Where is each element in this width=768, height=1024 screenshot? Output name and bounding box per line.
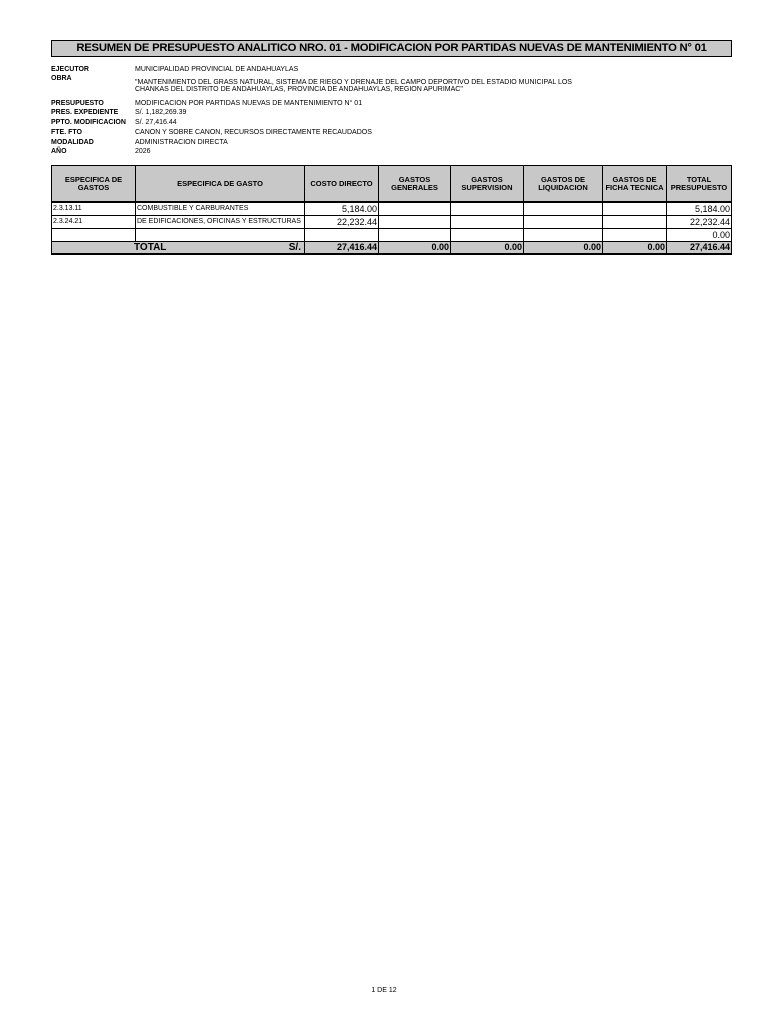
ejecutor-label: EJECUTOR [51, 66, 89, 73]
row-gastos-liquidacion [524, 216, 603, 229]
total-row [52, 242, 732, 255]
row-gastos-ficha-tecnica [603, 202, 667, 216]
row-gastos-ficha-tecnica [603, 229, 667, 242]
table-row [52, 229, 732, 242]
anio-value: 2026 [135, 148, 151, 155]
page-number: 1 DE 12 [371, 987, 397, 994]
ejecutor-value: MUNICIPALIDAD PROVINCIAL DE ANDAHUAYLAS [135, 66, 299, 73]
budget-summary-table [51, 165, 732, 255]
header-gastos-supervision: GASTOS SUPERVISION [451, 166, 524, 203]
ppto-modificacion-value: S/. 27,416.44 [135, 119, 177, 126]
total-label: TOTAL [134, 242, 167, 253]
row-codigo: 2.3.13.11 [52, 202, 136, 216]
row-gastos-supervision [451, 216, 524, 229]
row-descripcion: DE EDIFICACIONES, OFICINAS Y ESTRUCTURAS [136, 216, 305, 229]
row-costo-directo: 5,184.00 [305, 202, 379, 216]
row-costo-directo: 22,232.44 [305, 216, 379, 229]
obra-value-line2: CHANKAS DEL DISTRITO DE ANDAHUAYLAS, PROVINCIA DE ANDAHUAYLAS, REGION APURIMAC" [135, 86, 463, 93]
row-descripcion [136, 229, 305, 242]
total-costo-directo: 27,416.44 [305, 242, 379, 255]
table-header-row [52, 166, 732, 203]
row-gastos-supervision [451, 229, 524, 242]
row-descripcion: COMBUSTIBLE Y CARBURANTES [136, 202, 305, 216]
header-especifica-gasto: ESPECIFICA DE GASTO [136, 166, 305, 203]
fte-fto-label: FTE. FTO [51, 129, 82, 136]
obra-label: OBRA [51, 75, 72, 82]
total-currency: S/. [288, 242, 301, 253]
total-presupuesto: 27,416.44 [667, 242, 732, 255]
row-gastos-supervision [451, 202, 524, 216]
modalidad-value: ADMINISTRACION DIRECTA [135, 139, 228, 146]
row-gastos-generales [379, 229, 451, 242]
header-especifica-gastos: ESPECIFICA DE GASTOS [52, 166, 136, 203]
total-gastos-liquidacion: 0.00 [524, 242, 603, 255]
row-gastos-ficha-tecnica [603, 216, 667, 229]
header-gastos-liquidacion: GASTOS DE LIQUIDACION [524, 166, 603, 203]
row-gastos-liquidacion [524, 229, 603, 242]
presupuesto-label: PRESUPUESTO [51, 100, 104, 107]
fte-fto-value: CANON Y SOBRE CANON, RECURSOS DIRECTAMENTE RECAUDADOS [135, 129, 372, 136]
row-gastos-generales [379, 202, 451, 216]
header-gastos-generales: GASTOS GENERALES [379, 166, 451, 203]
modalidad-label: MODALIDAD [51, 139, 94, 146]
row-total: 5,184.00 [667, 202, 732, 216]
header-gastos-ficha-tecnica: GASTOS DE FICHA TECNICA [603, 166, 667, 203]
total-label-cell [52, 242, 305, 255]
obra-value-line1: "MANTENIMIENTO DEL GRASS NATURAL, SISTEMA DE RIEGO Y DRENAJE DEL CAMPO DEPORTIVO DEL ESTADIO MUNICIPAL LOS [135, 79, 572, 86]
row-total: 0.00 [667, 229, 732, 242]
total-gastos-generales: 0.00 [379, 242, 451, 255]
row-codigo: 2.3.24.21 [52, 216, 136, 229]
ppto-modificacion-label: PPTO. MODIFICACION [51, 119, 126, 126]
total-gastos-supervision: 0.00 [451, 242, 524, 255]
header-total-presupuesto: TOTAL PRESUPUESTO [667, 166, 732, 203]
header-costo-directo: COSTO DIRECTO [305, 166, 379, 203]
row-codigo [52, 229, 136, 242]
total-gastos-ficha-tecnica: 0.00 [603, 242, 667, 255]
table-row [52, 216, 732, 229]
document-title: RESUMEN DE PRESUPUESTO ANALITICO NRO. 01 - MODIFICACION POR PARTIDAS NUEVAS DE MANTENIMIENTO N° 01 [51, 40, 732, 57]
table-row [52, 202, 732, 216]
row-total: 22,232.44 [667, 216, 732, 229]
pres-expediente-label: PRES. EXPEDIENTE [51, 109, 119, 116]
presupuesto-value: MODIFICACION POR PARTIDAS NUEVAS DE MANTENIMIENTO N° 01 [135, 100, 363, 107]
anio-label: AÑO [51, 148, 67, 155]
row-gastos-liquidacion [524, 202, 603, 216]
pres-expediente-value: S/. 1,182,269.39 [135, 109, 187, 116]
row-gastos-generales [379, 216, 451, 229]
row-costo-directo [305, 229, 379, 242]
